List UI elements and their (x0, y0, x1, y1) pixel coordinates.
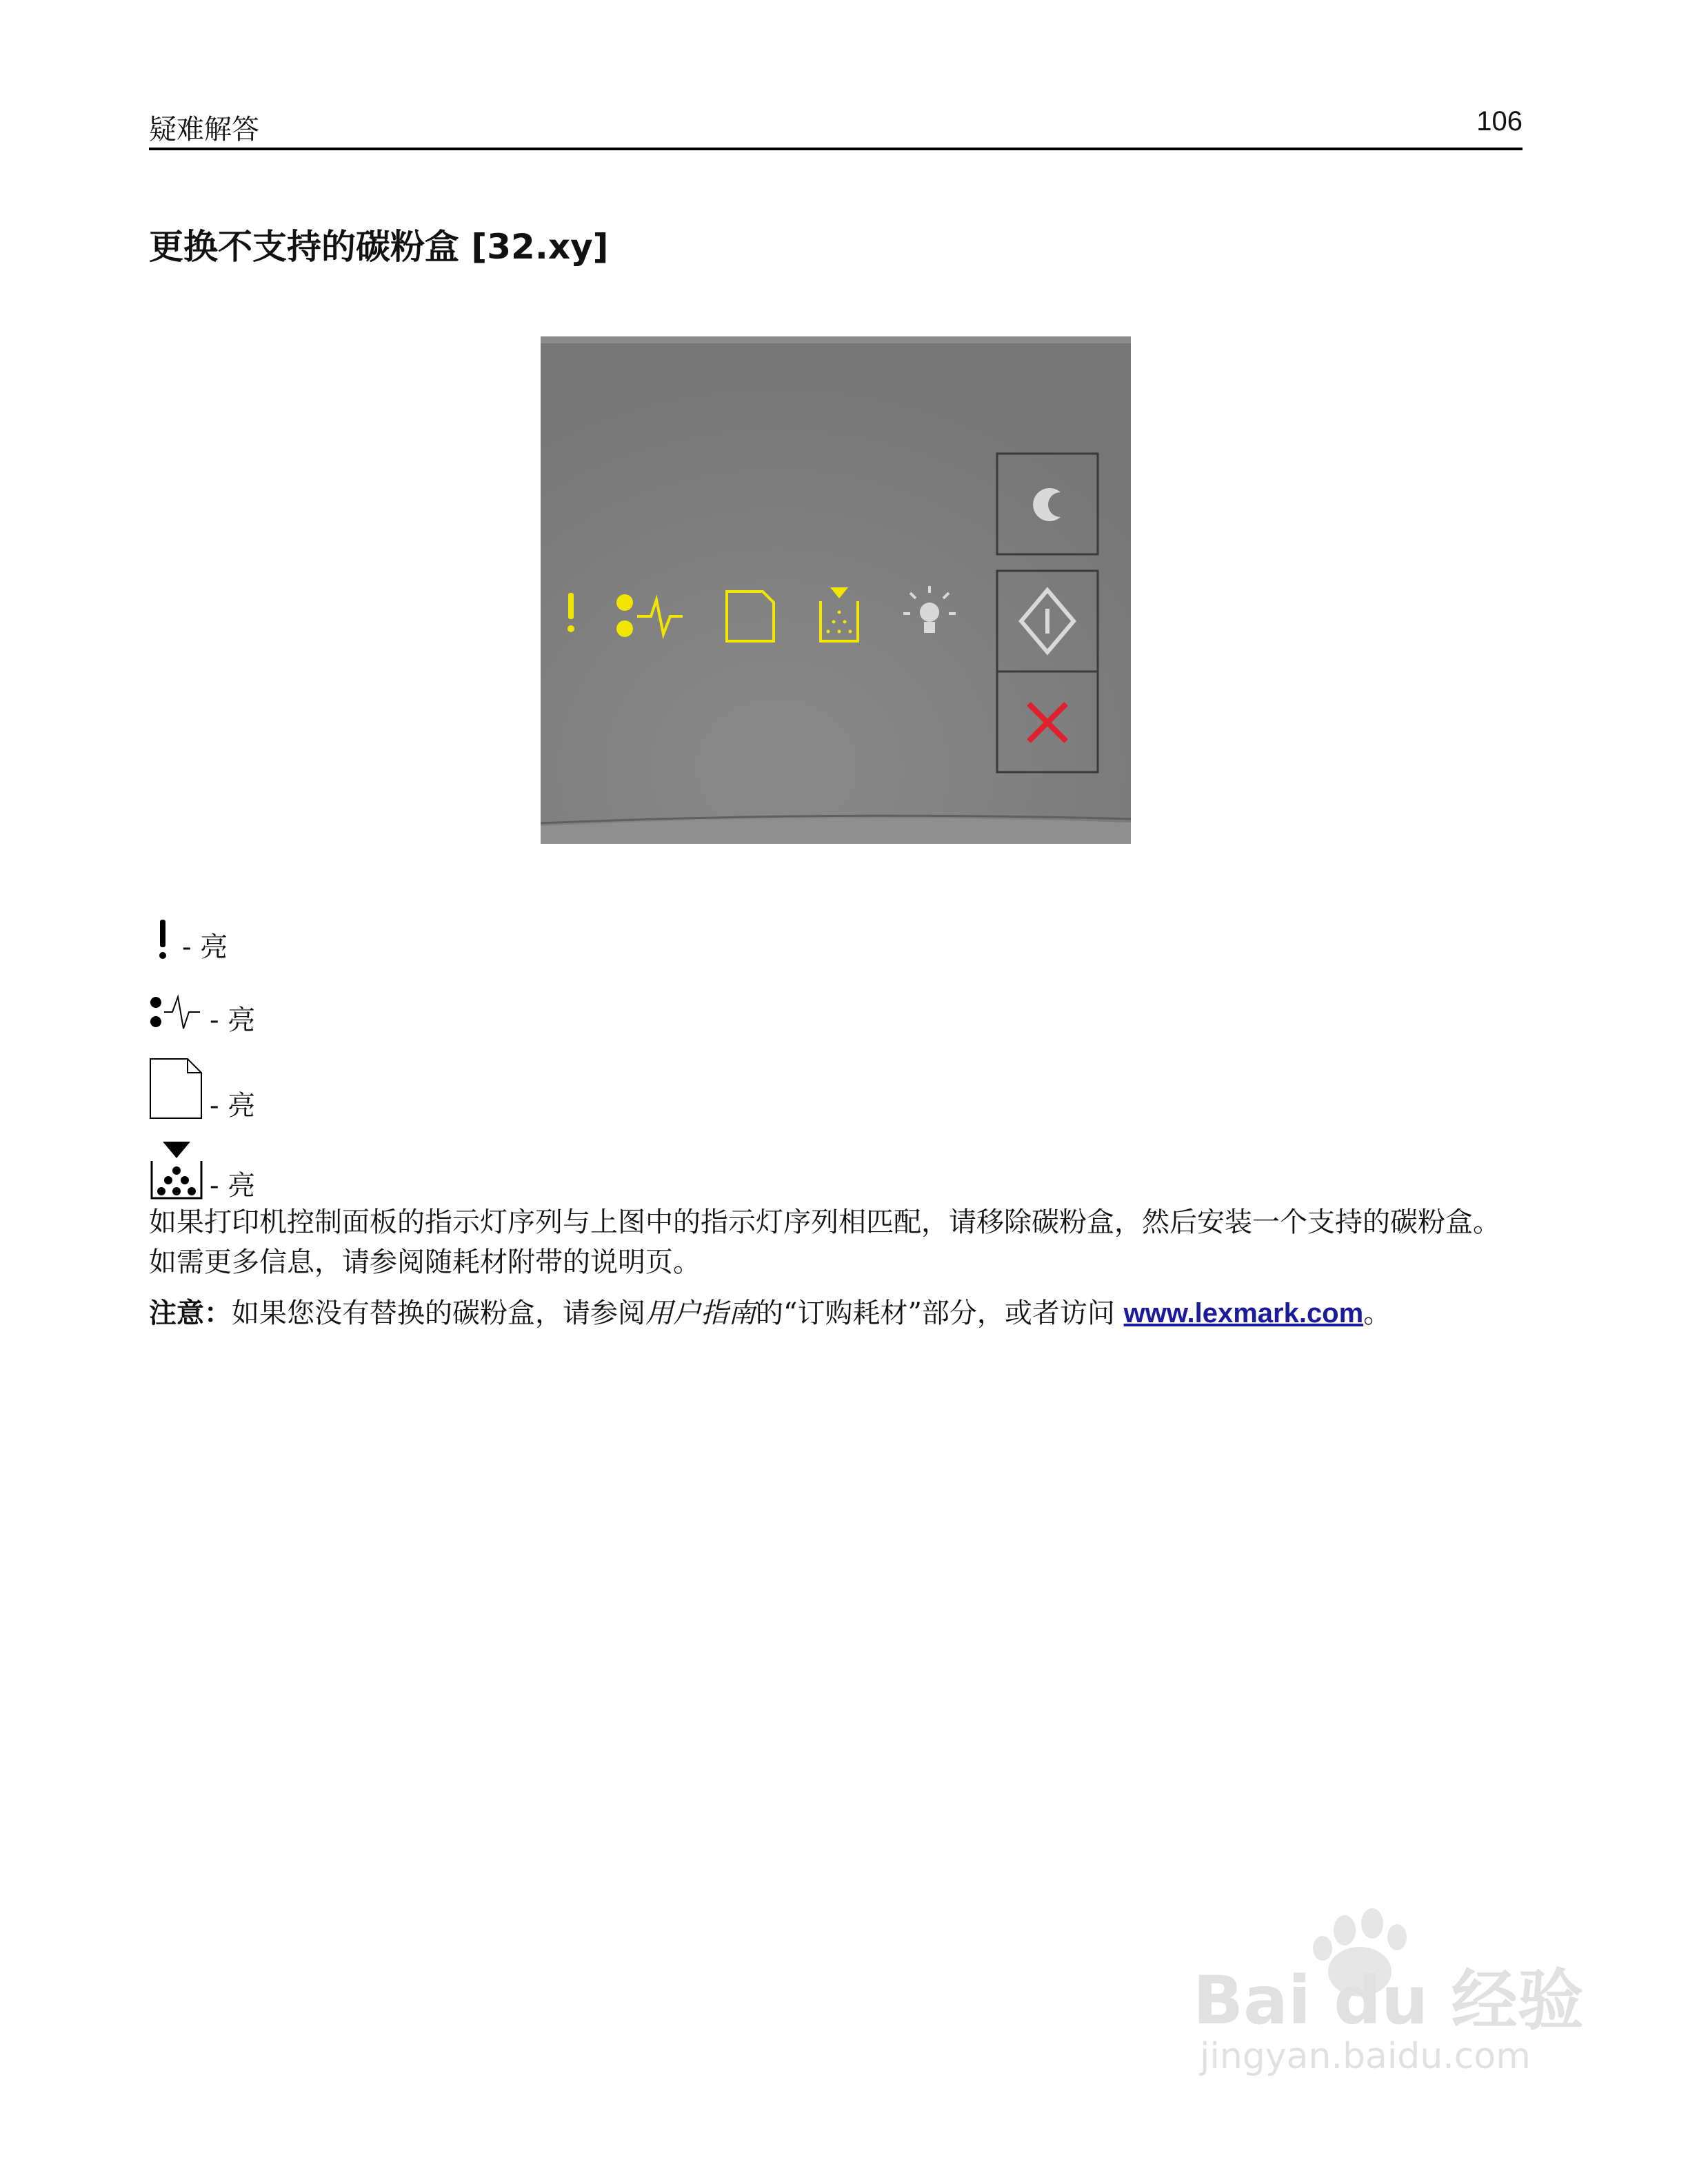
printer-control-panel (541, 336, 1131, 844)
note-text: 的“订购耗材”部分，或者访问 (756, 1297, 1124, 1329)
note-text: 如果您没有替换的碳粉盒，请参阅 (232, 1297, 645, 1329)
error-indicator-icon (567, 593, 574, 632)
load-paper-icon (149, 1058, 204, 1120)
paper-jam-icon (149, 993, 204, 1034)
section-title: 更换不支持的碳粉盒 [32.xy] (149, 227, 609, 267)
baidu-watermark (1172, 1903, 1586, 2082)
header-title: 疑难解答 (149, 114, 259, 145)
watermark-url: jingyan.baidu.com (1200, 2036, 1531, 2077)
lexmark-link[interactable]: www.lexmark.com (1123, 1298, 1364, 1328)
legend-item-paper-jam (149, 993, 255, 1034)
watermark-brand: Bai du 经验 (1193, 1962, 1584, 2039)
note-label: 注意： (149, 1297, 232, 1329)
legend-item-load-paper (149, 1058, 255, 1120)
note-paragraph (149, 1293, 1523, 1333)
instruction-paragraph: 如果打印机控制面板的指示灯序列与上图中的指示灯序列相匹配，请移除碳粉盒，然后安装一个支持的碳粉盒。如需更多信息，请参阅随耗材附带的说明页。 (149, 1206, 1500, 1278)
legend-label: - 亮 (182, 931, 228, 963)
legend-item-error (149, 917, 228, 961)
user-guide-title: 用户指南 (645, 1297, 756, 1329)
legend-item-toner (149, 1140, 255, 1200)
error-icon (149, 917, 177, 961)
legend-label: - 亮 (210, 1004, 256, 1036)
page-number: 106 (1476, 106, 1523, 136)
toner-icon (149, 1140, 204, 1200)
legend-label: - 亮 (210, 1090, 256, 1122)
page-header (149, 103, 1523, 150)
note-text: 。 (1363, 1297, 1391, 1329)
panel-top-edge (541, 336, 1131, 343)
legend-label: - 亮 (210, 1170, 256, 1202)
